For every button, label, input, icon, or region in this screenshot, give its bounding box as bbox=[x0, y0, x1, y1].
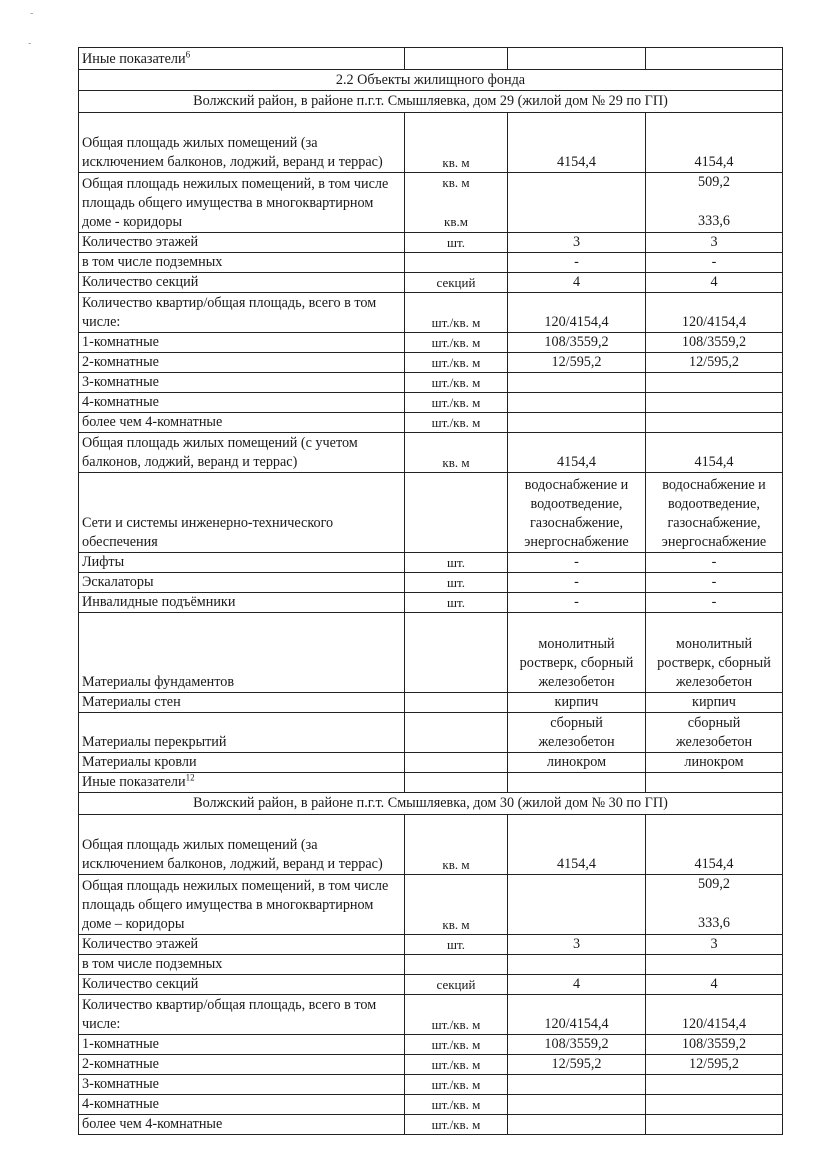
value-col-1: - bbox=[508, 553, 646, 573]
value-col-2: 120/4154,4 bbox=[646, 293, 783, 333]
table-row bbox=[79, 1055, 783, 1075]
value-col-1: 4154,4 bbox=[508, 433, 646, 473]
table-row bbox=[79, 875, 783, 935]
row-label: 4-комнатные bbox=[79, 393, 405, 413]
row-label: Количество квартир/общая площадь, всего в том числе: bbox=[79, 995, 405, 1035]
table-row bbox=[79, 713, 783, 753]
value-col-2 bbox=[646, 955, 783, 975]
table-row bbox=[79, 48, 783, 70]
table-row bbox=[79, 553, 783, 573]
row-unit bbox=[405, 613, 508, 693]
row-unit: секций bbox=[405, 975, 508, 995]
value-col-2: монолитный ростверк, сборный железобетон bbox=[646, 613, 783, 693]
table-row bbox=[79, 473, 783, 553]
row-unit: кв. м bbox=[405, 433, 508, 473]
row-unit: шт. bbox=[405, 233, 508, 253]
row-label: Количество секций bbox=[79, 975, 405, 995]
row-unit: шт./кв. м bbox=[405, 1055, 508, 1075]
value-col-1 bbox=[508, 373, 646, 393]
table-row bbox=[79, 935, 783, 955]
table-row bbox=[79, 693, 783, 713]
table-row bbox=[79, 613, 783, 693]
value-col-2: кирпич bbox=[646, 693, 783, 713]
row-unit: шт./кв. м bbox=[405, 995, 508, 1035]
row-label: Количество этажей bbox=[79, 935, 405, 955]
row-label: 2-комнатные bbox=[79, 1055, 405, 1075]
table-row bbox=[79, 815, 783, 875]
row-label: 1-комнатные bbox=[79, 1035, 405, 1055]
value-col-1: 3 bbox=[508, 935, 646, 955]
row-unit: шт./кв. м bbox=[405, 1035, 508, 1055]
value-col-2: 12/595,2 bbox=[646, 353, 783, 373]
value-col-2: - bbox=[646, 253, 783, 273]
value-col-1: 12/595,2 bbox=[508, 1055, 646, 1075]
value-col-1 bbox=[508, 413, 646, 433]
row-unit: шт./кв. м bbox=[405, 293, 508, 333]
table-row bbox=[79, 293, 783, 333]
row-label: в том числе подземных bbox=[79, 253, 405, 273]
table-row bbox=[79, 413, 783, 433]
value-col-1 bbox=[508, 1075, 646, 1095]
house-title-row bbox=[79, 793, 783, 815]
value-col-2 bbox=[646, 413, 783, 433]
value-col-1: водоснабжение и водоотведение, газоснабжение, энергоснабжение bbox=[508, 473, 646, 553]
row-label: 3-комнатные bbox=[79, 1075, 405, 1095]
row-label: 4-комнатные bbox=[79, 1095, 405, 1115]
value-col-1: сборный железобетон bbox=[508, 713, 646, 753]
row-unit bbox=[405, 753, 508, 773]
table-row bbox=[79, 593, 783, 613]
row-label: Материалы стен bbox=[79, 693, 405, 713]
table-row bbox=[79, 995, 783, 1035]
house-title: Волжский район, в районе п.г.т. Смышляевка, дом 29 (жилой дом № 29 по ГП) bbox=[79, 91, 783, 113]
value-col-2: - bbox=[646, 573, 783, 593]
table-row bbox=[79, 753, 783, 773]
row-unit: шт./кв. м bbox=[405, 393, 508, 413]
row-unit: шт. bbox=[405, 935, 508, 955]
value-col-2: сборный железобетон bbox=[646, 713, 783, 753]
row-unit: шт./кв. м bbox=[405, 413, 508, 433]
document-page bbox=[78, 47, 782, 1135]
value-col-1: линокром bbox=[508, 753, 646, 773]
row-unit bbox=[405, 713, 508, 753]
table-row bbox=[79, 333, 783, 353]
value-col-2: линокром bbox=[646, 753, 783, 773]
row-unit: секций bbox=[405, 273, 508, 293]
row-label: в том числе подземных bbox=[79, 955, 405, 975]
table-row bbox=[79, 393, 783, 413]
value-col-2: 4 bbox=[646, 975, 783, 995]
table-row bbox=[79, 975, 783, 995]
value-col-2: 12/595,2 bbox=[646, 1055, 783, 1075]
value-col-2: 3 bbox=[646, 233, 783, 253]
value-col-1: 120/4154,4 bbox=[508, 995, 646, 1035]
value-col-2: 4154,4 bbox=[646, 815, 783, 875]
row-label: более чем 4-комнатные bbox=[79, 413, 405, 433]
row-unit: шт./кв. м bbox=[405, 1095, 508, 1115]
house-title: Волжский район, в районе п.г.т. Смышляевка, дом 30 (жилой дом № 30 по ГП) bbox=[79, 793, 783, 815]
value-col-1: - bbox=[508, 253, 646, 273]
value-col-1: 12/595,2 bbox=[508, 353, 646, 373]
table-row bbox=[79, 773, 783, 793]
row-label: Количество этажей bbox=[79, 233, 405, 253]
value-col-2: - bbox=[646, 593, 783, 613]
row-unit: шт. bbox=[405, 553, 508, 573]
value-col-1 bbox=[508, 1095, 646, 1115]
value-col-2: 509,2 333,6 bbox=[646, 875, 783, 935]
value-col-1: 108/3559,2 bbox=[508, 333, 646, 353]
row-label: Количество квартир/общая площадь, всего в том числе: bbox=[79, 293, 405, 333]
value-col-1: - bbox=[508, 593, 646, 613]
value-col-1: кирпич bbox=[508, 693, 646, 713]
row-label: Эскалаторы bbox=[79, 573, 405, 593]
value-col-1: - bbox=[508, 573, 646, 593]
table-row bbox=[79, 1095, 783, 1115]
row-label: Материалы кровли bbox=[79, 753, 405, 773]
table-row bbox=[79, 1115, 783, 1135]
row-unit bbox=[405, 473, 508, 553]
row-unit bbox=[405, 693, 508, 713]
row-label: Общая площадь жилых помещений (за исключением балконов, лоджий, веранд и террас) bbox=[79, 815, 405, 875]
row-unit: кв. м bbox=[405, 875, 508, 935]
row-unit bbox=[405, 773, 508, 793]
value-col-2: - bbox=[646, 553, 783, 573]
row-label: 2-комнатные bbox=[79, 353, 405, 373]
row-label: 1-комнатные bbox=[79, 333, 405, 353]
row-unit: шт. bbox=[405, 593, 508, 613]
table-row bbox=[79, 955, 783, 975]
row-label: Количество секций bbox=[79, 273, 405, 293]
row-label: Общая площадь нежилых помещений, в том числе площадь общего имущества в многоквартирном доме – коридоры bbox=[79, 875, 405, 935]
value-col-2: 108/3559,2 bbox=[646, 333, 783, 353]
house-title-row bbox=[79, 91, 783, 113]
value-col-2: водоснабжение и водоотведение, газоснабжение, энергоснабжение bbox=[646, 473, 783, 553]
value-col-1 bbox=[508, 875, 646, 935]
row-unit: шт./кв. м bbox=[405, 353, 508, 373]
housing-objects-table bbox=[78, 47, 783, 1135]
value-col-2 bbox=[646, 1115, 783, 1135]
row-label: 3-комнатные bbox=[79, 373, 405, 393]
other-indicators-label: Иные показатели$^6$ bbox=[79, 48, 405, 70]
table-row bbox=[79, 1075, 783, 1095]
row-label: Материалы перекрытий bbox=[79, 713, 405, 753]
row-label: Общая площадь нежилых помещений, в том числе площадь общего имущества в многоквартирном доме - коридоры bbox=[79, 173, 405, 233]
value-col-1: 4 bbox=[508, 975, 646, 995]
value-col-1: 4 bbox=[508, 273, 646, 293]
table-row bbox=[79, 433, 783, 473]
value-col-2 bbox=[646, 393, 783, 413]
value-col-1 bbox=[508, 393, 646, 413]
value-col-1 bbox=[508, 173, 646, 233]
value-col-2: 509,2 333,6 bbox=[646, 173, 783, 233]
value-col-2: 3 bbox=[646, 935, 783, 955]
scan-mark: - bbox=[30, 8, 34, 19]
table-row bbox=[79, 233, 783, 253]
row-label: Материалы фундаментов bbox=[79, 613, 405, 693]
row-label: Инвалидные подъёмники bbox=[79, 593, 405, 613]
row-label: Сети и системы инженерно-технического обеспечения bbox=[79, 473, 405, 553]
value-col-1: 3 bbox=[508, 233, 646, 253]
value-col-2 bbox=[646, 1095, 783, 1115]
row-unit: шт./кв. м bbox=[405, 333, 508, 353]
value-col-1: 120/4154,4 bbox=[508, 293, 646, 333]
value-col-1: монолитный ростверк, сборный железобетон bbox=[508, 613, 646, 693]
table-row bbox=[79, 273, 783, 293]
table-row bbox=[79, 373, 783, 393]
row-label: Общая площадь жилых помещений (за исключением балконов, лоджий, веранд и террас) bbox=[79, 113, 405, 173]
value-col-2 bbox=[646, 1075, 783, 1095]
row-unit: кв. м bbox=[405, 815, 508, 875]
row-unit bbox=[405, 955, 508, 975]
row-unit: кв. м кв.м bbox=[405, 173, 508, 233]
value-col-1 bbox=[508, 773, 646, 793]
value-col-1 bbox=[508, 955, 646, 975]
table-row bbox=[79, 253, 783, 273]
row-unit: кв. м bbox=[405, 113, 508, 173]
section-title: 2.2 Объекты жилищного фонда bbox=[79, 70, 783, 91]
scan-mark: - bbox=[28, 38, 32, 49]
value-col-2: 4154,4 bbox=[646, 113, 783, 173]
table-row bbox=[79, 173, 783, 233]
value-col-1 bbox=[508, 1115, 646, 1135]
row-unit bbox=[405, 253, 508, 273]
value-col-2: 108/3559,2 bbox=[646, 1035, 783, 1055]
value-col-2 bbox=[646, 373, 783, 393]
table-row bbox=[79, 1035, 783, 1055]
value-col-1: 4154,4 bbox=[508, 815, 646, 875]
value-col-1: 4154,4 bbox=[508, 113, 646, 173]
table-row bbox=[79, 113, 783, 173]
row-label: более чем 4-комнатные bbox=[79, 1115, 405, 1135]
table-row bbox=[79, 353, 783, 373]
row-unit: шт./кв. м bbox=[405, 1075, 508, 1095]
value-col-2: 4154,4 bbox=[646, 433, 783, 473]
row-label: Общая площадь жилых помещений (с учетом балконов, лоджий, веранд и террас) bbox=[79, 433, 405, 473]
value-col-2 bbox=[646, 773, 783, 793]
value-col-2: 4 bbox=[646, 273, 783, 293]
value-col-1: 108/3559,2 bbox=[508, 1035, 646, 1055]
row-label: Иные показатели$^{12}$ bbox=[79, 773, 405, 793]
row-unit: шт. bbox=[405, 573, 508, 593]
row-unit: шт./кв. м bbox=[405, 1115, 508, 1135]
value-col-2: 120/4154,4 bbox=[646, 995, 783, 1035]
section-title-row bbox=[79, 70, 783, 91]
row-unit: шт./кв. м bbox=[405, 373, 508, 393]
row-label: Лифты bbox=[79, 553, 405, 573]
table-row bbox=[79, 573, 783, 593]
